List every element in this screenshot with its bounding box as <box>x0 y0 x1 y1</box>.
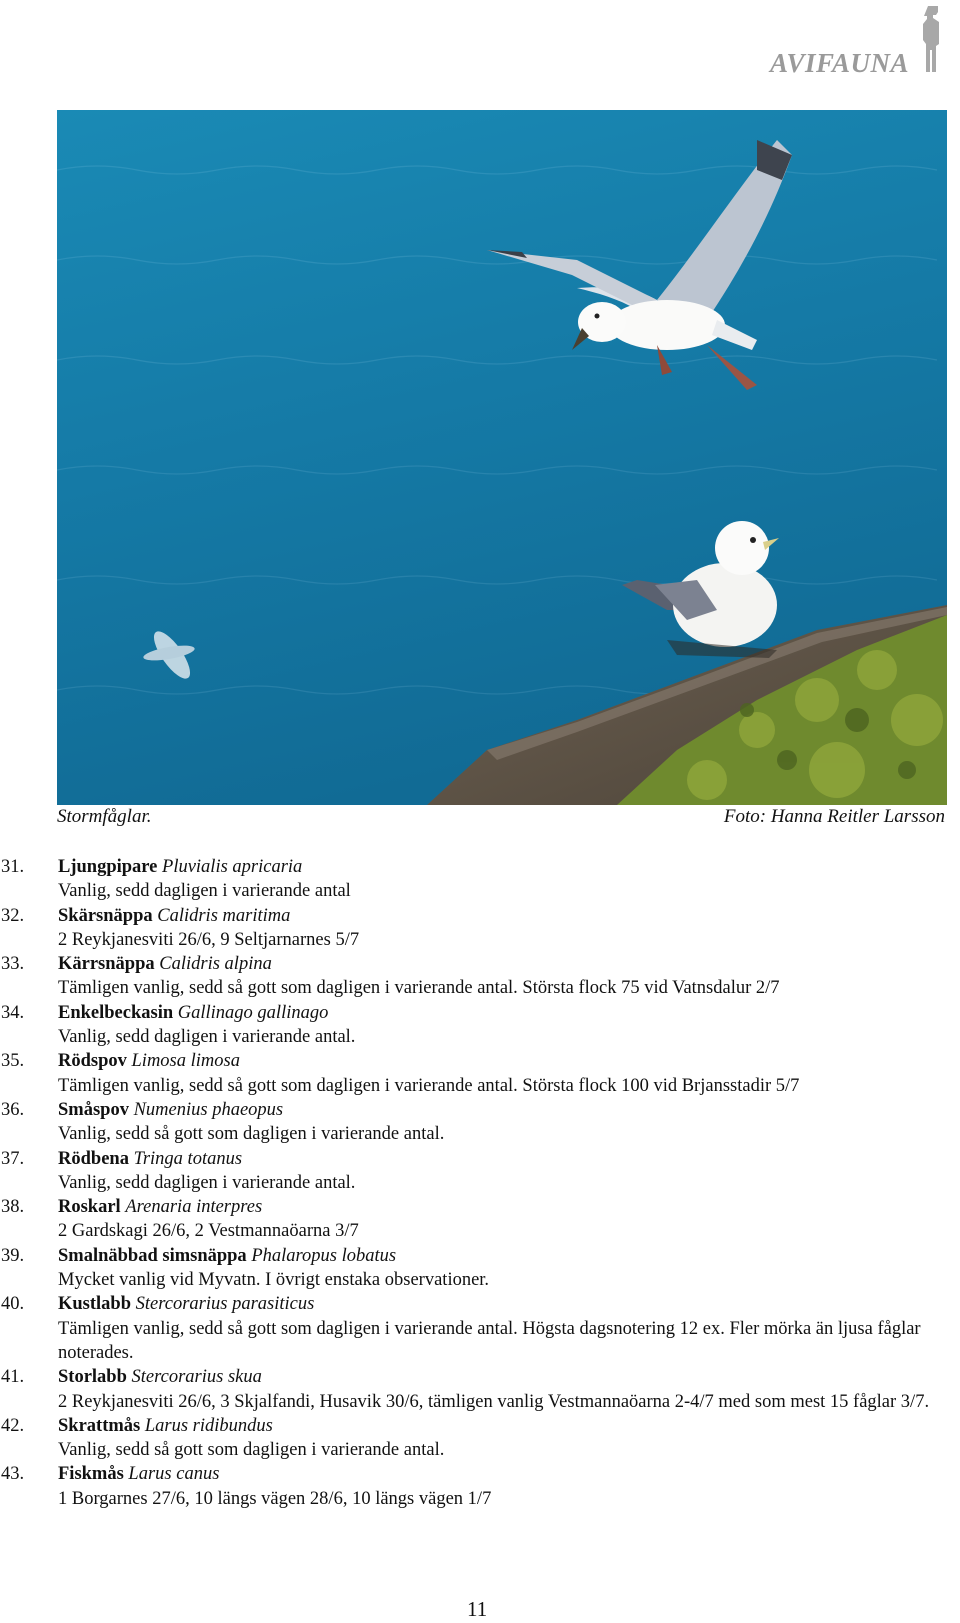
entry-number: 38. <box>1 1197 25 1218</box>
species-entry <box>0 1195 960 1244</box>
latin-name: Larus ridibundus <box>144 1415 273 1436</box>
species-name-line <box>58 1462 960 1486</box>
entry-number: 42. <box>1 1415 25 1436</box>
species-name-line <box>58 1098 960 1122</box>
species-observation: Vanlig, sedd så gott som dagligen i varierande antal. <box>58 1124 445 1145</box>
species-observation: Vanlig, sedd dagligen i varierande antal. <box>58 1027 356 1048</box>
species-observation: Vanlig, sedd så gott som dagligen i varierande antal. <box>58 1440 445 1461</box>
species-observation: Tämligen vanlig, sedd så gott som dagligen i varierande antal. Högsta dagsnotering 12 ex. Fler mörka än ljusa fåglar noterades. <box>58 1318 921 1363</box>
latin-name: Stercorarius skua <box>131 1367 262 1388</box>
latin-name: Calidris maritima <box>157 905 291 926</box>
species-observation: Vanlig, sedd dagligen i varierande antal. <box>58 1172 356 1193</box>
species-entry <box>0 1414 960 1463</box>
birdwatcher-silhouette-icon <box>919 4 945 74</box>
species-name-line <box>58 1001 960 1025</box>
species-name-line <box>58 1365 960 1389</box>
species-name-line <box>58 1195 960 1219</box>
caption-title: Stormfåglar. <box>57 806 152 827</box>
species-name-line <box>58 1147 960 1171</box>
species-entry <box>0 1292 960 1365</box>
latin-name: Limosa limosa <box>131 1051 240 1072</box>
species-entry <box>0 1049 960 1098</box>
seabird-photo <box>57 110 947 805</box>
page-number: 11 <box>467 1597 488 1621</box>
species-entry <box>0 1365 960 1414</box>
entry-number: 31. <box>1 857 25 877</box>
entry-number: 41. <box>1 1367 25 1388</box>
entry-number: 35. <box>1 1051 25 1072</box>
common-name: Skärsnäppa <box>58 905 153 926</box>
species-entry <box>0 952 960 1001</box>
latin-name: Phalaropus lobatus <box>251 1245 397 1266</box>
entry-number: 34. <box>1 1002 25 1023</box>
species-list <box>0 855 960 1511</box>
species-name-line <box>58 1414 960 1438</box>
species-name-line <box>58 1244 960 1268</box>
common-name: Skrattmås <box>58 1415 141 1436</box>
species-observation: 1 Borgarnes 27/6, 10 längs vägen 28/6, 10 längs vägen 1/7 <box>58 1488 492 1509</box>
species-name-line <box>58 952 960 976</box>
species-entry <box>0 1244 960 1293</box>
latin-name: Arenaria interpres <box>125 1197 263 1218</box>
species-entry <box>0 1147 960 1196</box>
common-name: Enkelbeckasin <box>58 1002 174 1023</box>
entry-number: 36. <box>1 1099 25 1120</box>
common-name: Storlabb <box>58 1367 127 1388</box>
common-name: Rödbena <box>58 1148 129 1169</box>
species-entry <box>0 904 960 953</box>
latin-name: Stercorarius parasiticus <box>135 1294 315 1315</box>
entry-number: 37. <box>1 1148 25 1169</box>
photo-caption <box>57 806 945 832</box>
entry-number: 33. <box>1 954 25 975</box>
species-name-line <box>58 1049 960 1073</box>
species-observation: Vanlig, sedd dagligen i varierande antal <box>58 881 351 902</box>
latin-name: Pluvialis apricaria <box>162 857 303 877</box>
entry-number: 32. <box>1 905 25 926</box>
logo-text: AVIFAUNA <box>770 48 910 78</box>
species-name-line <box>58 855 960 879</box>
entry-number: 40. <box>1 1294 25 1315</box>
common-name: Roskarl <box>58 1197 121 1218</box>
latin-name: Tringa totanus <box>133 1148 243 1169</box>
species-observation: 2 Reykjanesviti 26/6, 3 Skjalfandi, Husavik 30/6, tämligen vanlig Vestmannaöarna 2-4/7 med som mest 15 fåglar 3/7. <box>58 1391 930 1412</box>
species-entry <box>0 1462 960 1511</box>
latin-name: Larus canus <box>128 1464 220 1485</box>
species-name-line <box>58 904 960 928</box>
entry-number: 43. <box>1 1464 25 1485</box>
common-name: Småspov <box>58 1099 129 1120</box>
avifauna-logo <box>770 4 955 78</box>
entry-number: 39. <box>1 1245 25 1266</box>
latin-name: Numenius phaeopus <box>133 1099 284 1120</box>
common-name: Kärrsnäppa <box>58 954 155 975</box>
species-observation: 2 Reykjanesviti 26/6, 9 Seltjarnarnes 5/7 <box>58 929 360 950</box>
species-observation: Mycket vanlig vid Myvatn. I övrigt enstaka observationer. <box>58 1270 490 1291</box>
common-name: Fiskmås <box>58 1464 124 1485</box>
latin-name: Gallinago gallinago <box>177 1002 329 1023</box>
species-observation: 2 Gardskagi 26/6, 2 Vestmannaöarna 3/7 <box>58 1221 359 1242</box>
species-observation: Tämligen vanlig, sedd så gott som dagligen i varierande antal. Största flock 100 vid Brjansstadir 5/7 <box>58 1075 800 1096</box>
species-name-line <box>58 1292 960 1316</box>
species-entry <box>0 1001 960 1050</box>
species-entry <box>0 855 960 904</box>
common-name: Kustlabb <box>58 1294 132 1315</box>
common-name: Rödspov <box>58 1051 127 1072</box>
species-entry <box>0 1098 960 1147</box>
latin-name: Calidris alpina <box>159 954 272 975</box>
species-observation: Tämligen vanlig, sedd så gott som dagligen i varierande antal. Största flock 75 vid Vatnsdalur 2/7 <box>58 978 780 999</box>
photo-credit: Foto: Hanna Reitler Larsson <box>723 806 945 827</box>
common-name: Ljungpipare <box>58 857 158 877</box>
common-name: Smalnäbbad simsnäppa <box>58 1245 247 1266</box>
